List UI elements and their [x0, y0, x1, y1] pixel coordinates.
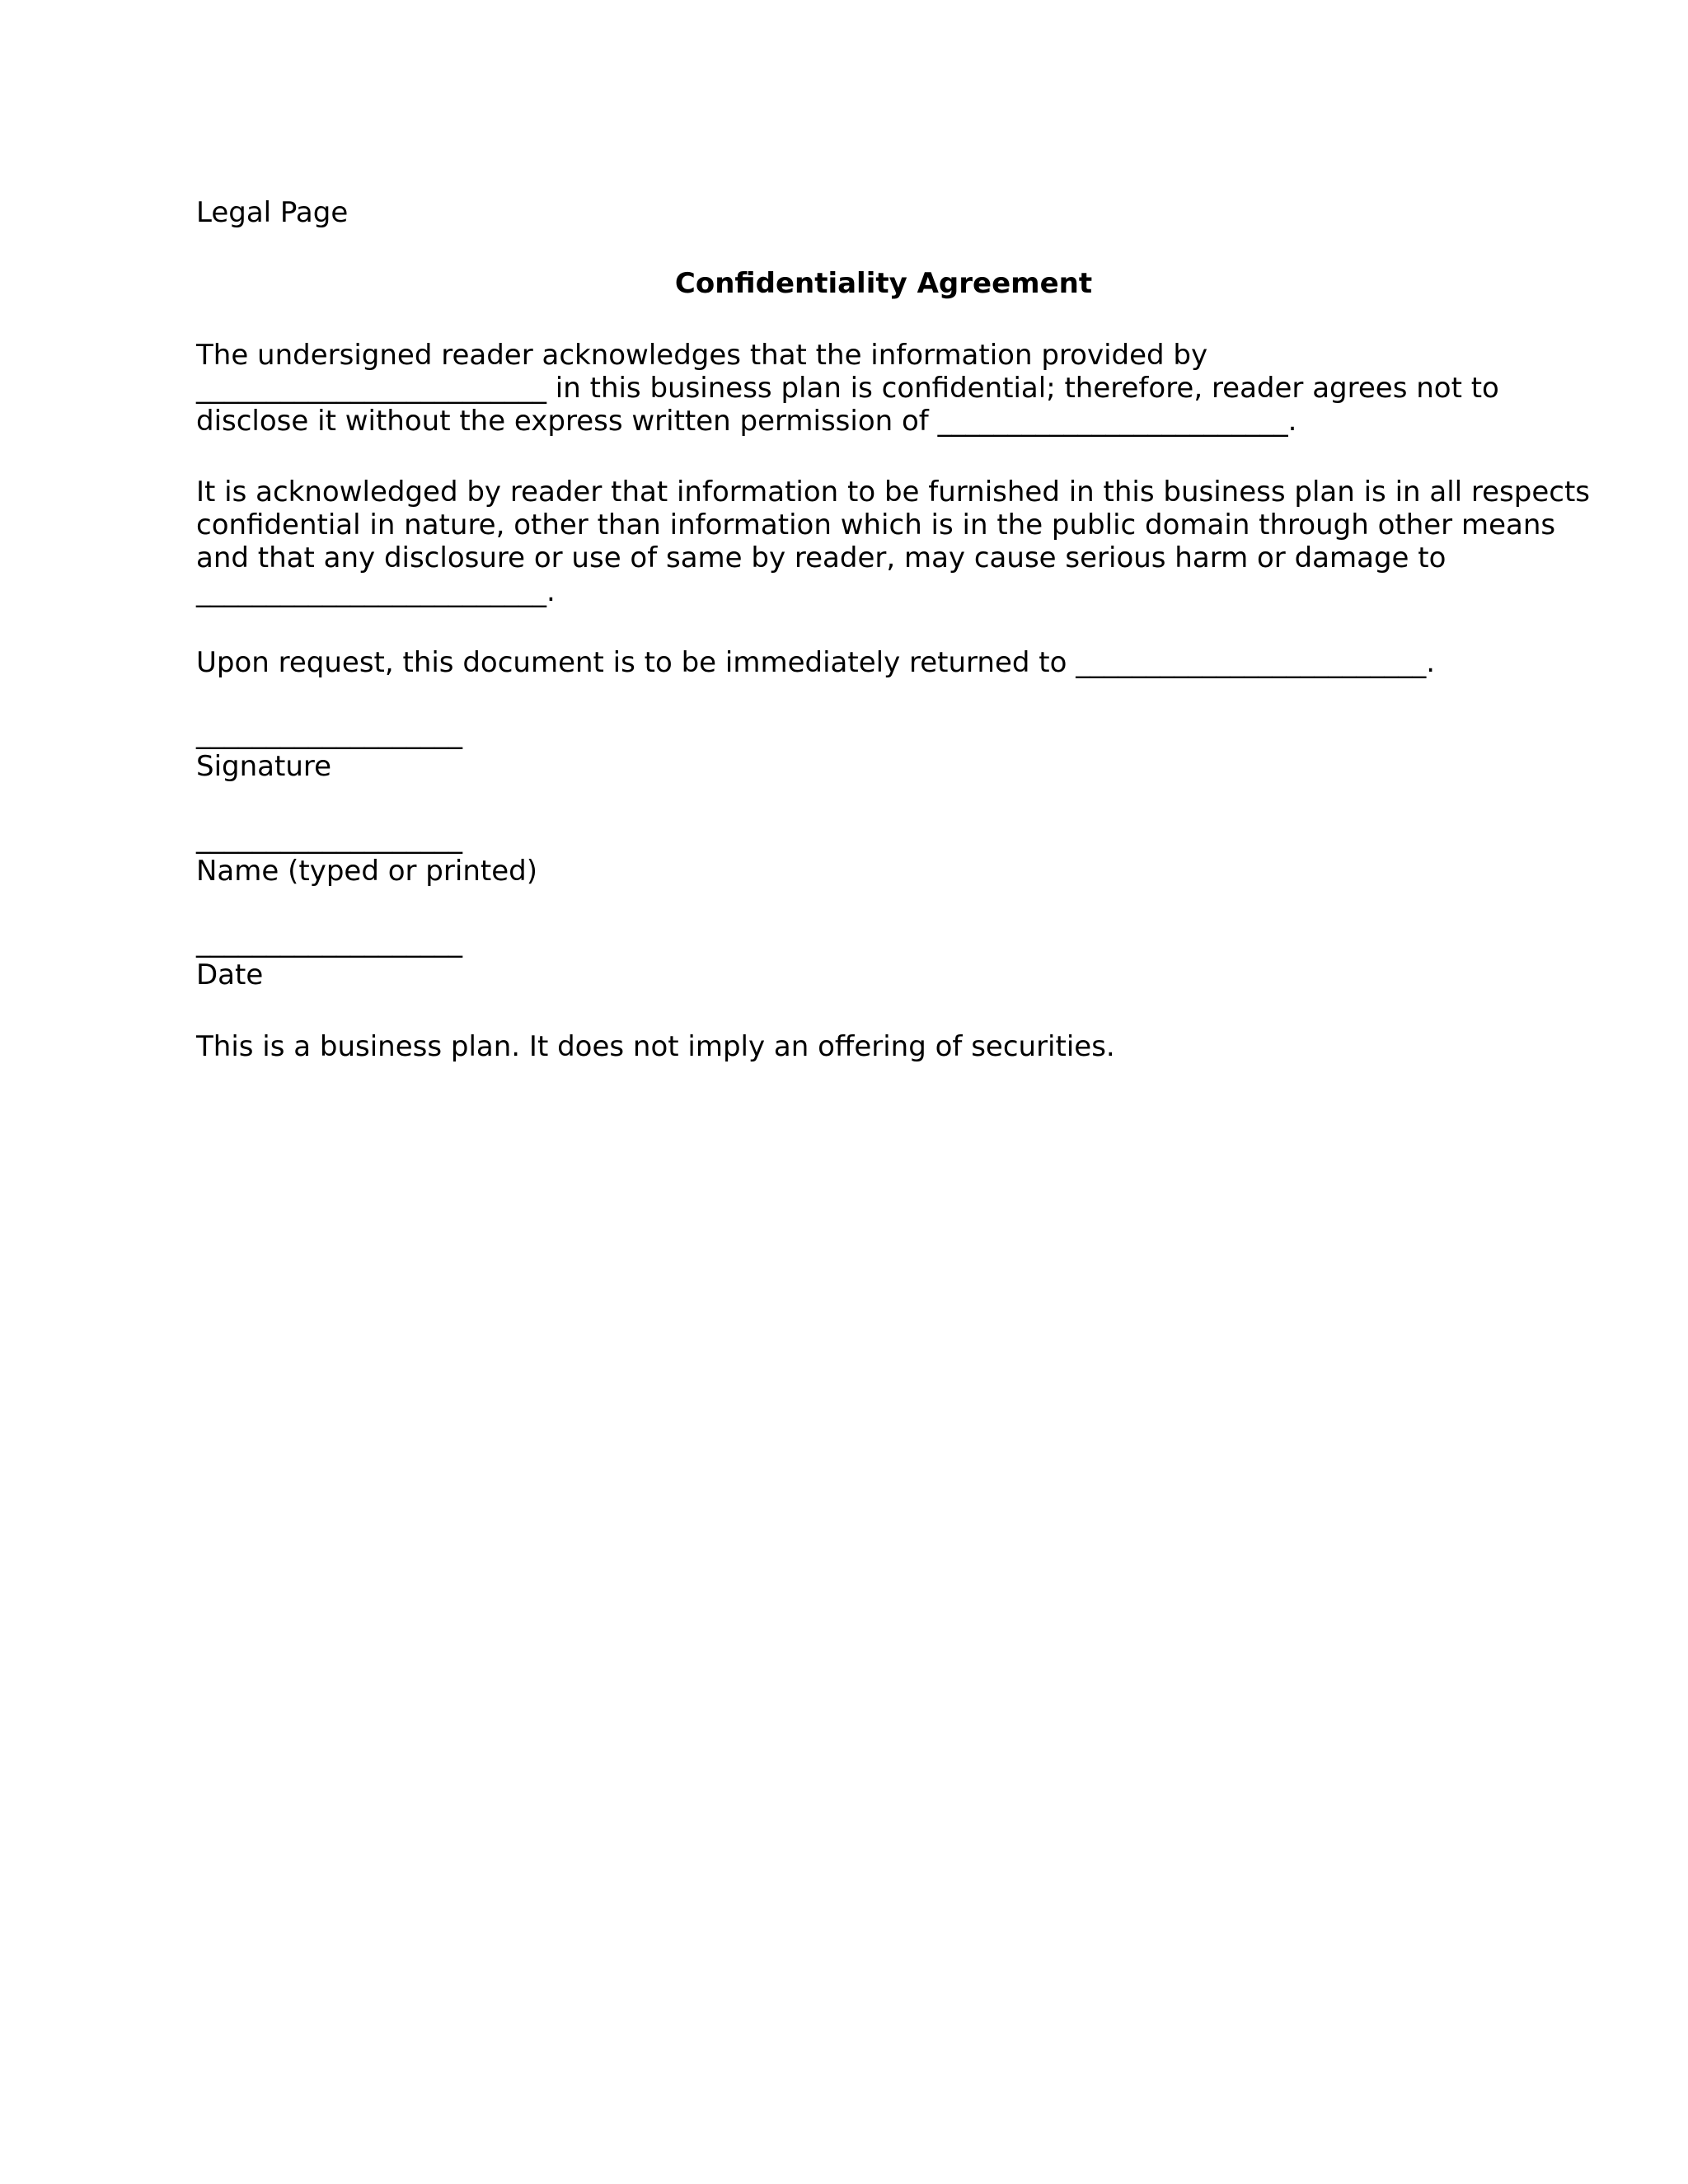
agreement-title: Confidentiality Agreement	[674, 267, 1093, 300]
name-label: Name (typed or printed)	[196, 855, 537, 888]
securities-disclaimer: This is a business plan. It does not imply an offering of securities.	[196, 1030, 1115, 1063]
paragraph-line: disclose it without the express written permission of _________________________.	[196, 405, 1297, 438]
paragraph-line: The undersigned reader acknowledges that the information provided by	[196, 339, 1208, 372]
paragraph-line: and that any disclosure or use of same by reader, may cause serious harm or damage to	[196, 541, 1447, 574]
name-line: ___________________	[196, 822, 462, 855]
date-line: ___________________	[196, 926, 462, 958]
paragraph-line: It is acknowledged by reader that information to be furnished in this business plan is in all respects	[196, 476, 1591, 509]
paragraph-line: _________________________.	[196, 575, 556, 608]
date-label: Date	[196, 958, 264, 991]
paragraph-line: _________________________ in this business plan is confidential; therefore, reader agrees not to	[196, 372, 1499, 405]
page-header: Legal Page	[196, 196, 349, 229]
signature-label: Signature	[196, 750, 332, 783]
paragraph-line: confidential in nature, other than information which is in the public domain through other means	[196, 509, 1556, 541]
signature-line: ___________________	[196, 717, 462, 750]
paragraph-return-request: Upon request, this document is to be immediately returned to _________________________.	[196, 646, 1436, 679]
